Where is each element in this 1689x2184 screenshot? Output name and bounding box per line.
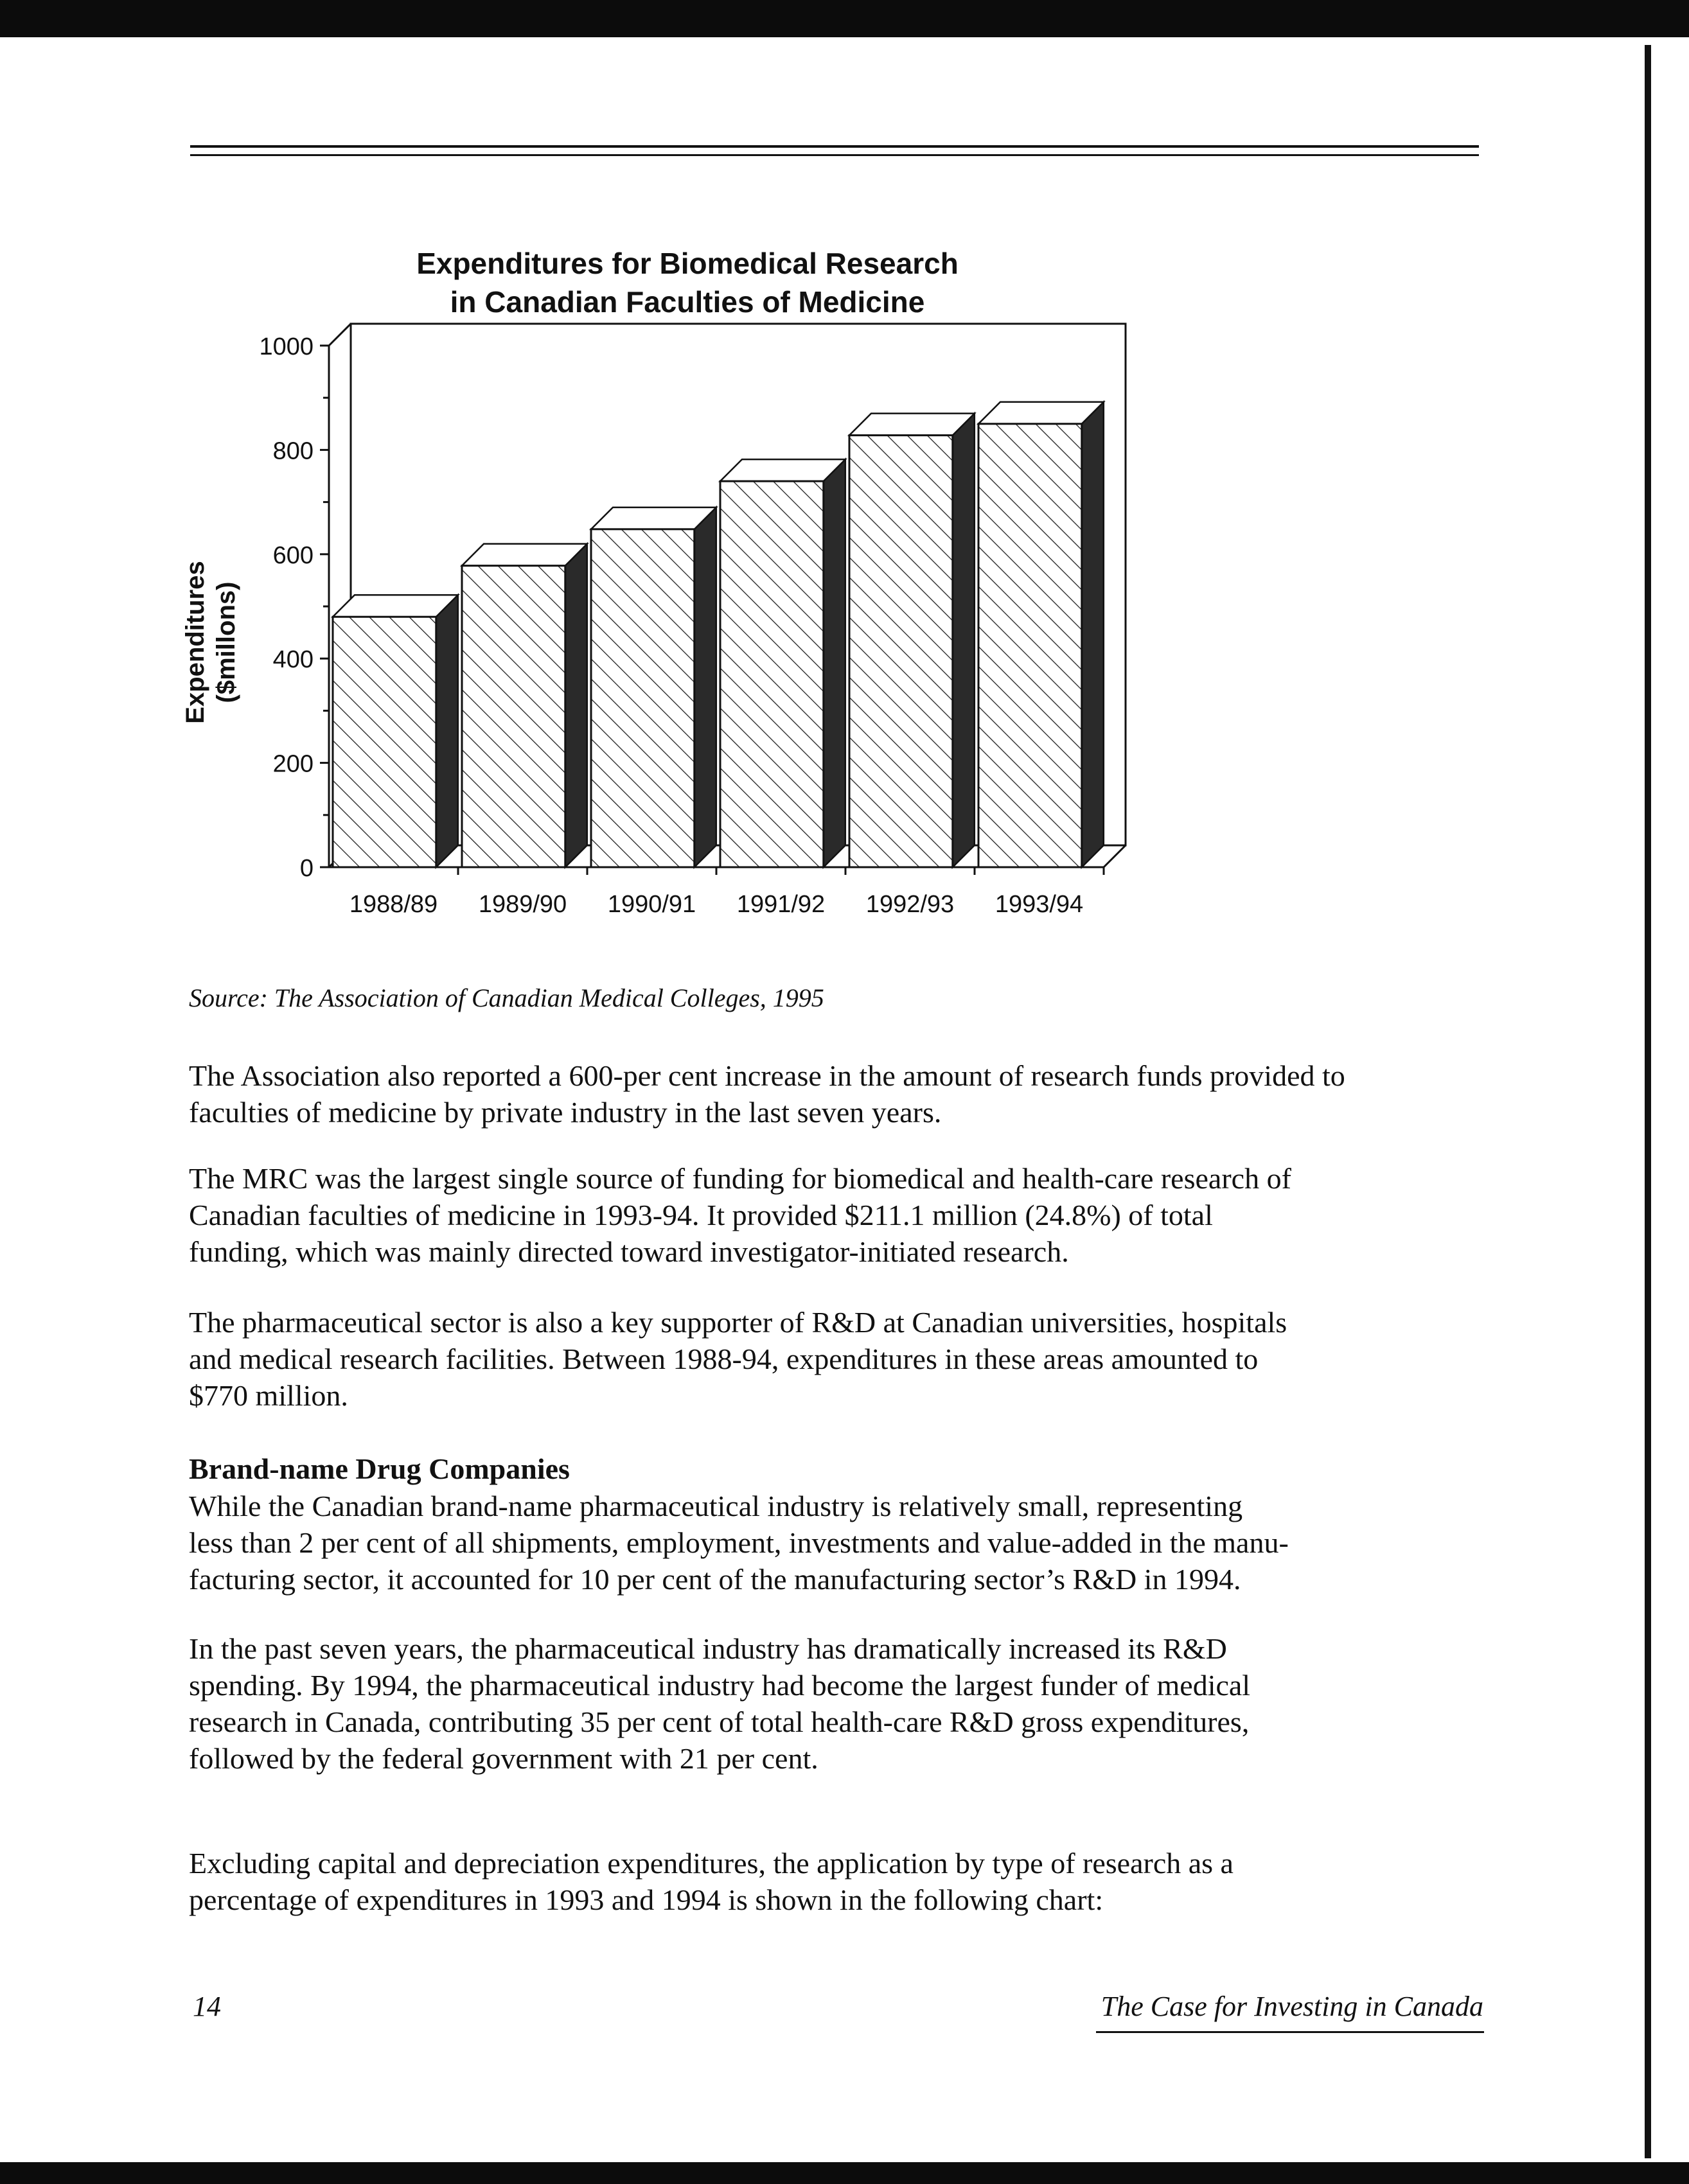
bar-side: [1082, 402, 1104, 867]
paragraph-brand-name-industry: While the Canadian brand-name pharmaceutical industry is relatively small, representing less than 2 per cent of all shipments, employment, investments and value-added in the manu- facturing sector, it accounted for 10 per cent of the manufacturing sector’s R&D in 1994.: [189, 1490, 1289, 1596]
bar: [978, 424, 1082, 867]
y-tick-label: 200: [272, 750, 314, 778]
page-number: 14: [193, 1991, 221, 2022]
x-tick-label: 1989/90: [478, 891, 567, 918]
bar-side: [565, 544, 587, 867]
bar: [591, 529, 694, 867]
paragraph-private-industry: The Association also reported a 600-per cent increase in the amount of research funds provided to faculties of medicine by private industry in the last seven years.: [189, 1059, 1345, 1129]
scan-border-right: [1645, 45, 1651, 2158]
chart-title-line-2: in Canadian Faculties of Medicine: [450, 285, 925, 319]
footer-rule: [1096, 2031, 1484, 2033]
bar-top: [978, 402, 1104, 424]
bar: [462, 566, 565, 867]
header-rule-thin: [190, 154, 1479, 156]
chart-top-left-edge: [329, 324, 351, 346]
bar-side: [694, 507, 716, 867]
bar-top: [462, 544, 587, 566]
y-tick-label: 400: [272, 646, 314, 674]
y-tick-label: 600: [272, 542, 314, 569]
y-axis-label-line-2: ($millons): [212, 581, 240, 703]
chart-source: Source: The Association of Canadian Medical Colleges, 1995: [189, 983, 824, 1012]
x-tick-label: 1990/91: [607, 891, 696, 918]
bar-top: [720, 459, 845, 481]
x-tick-label: 1991/92: [736, 891, 826, 918]
x-tick-label: 1988/89: [349, 891, 438, 918]
running-title: The Case for Investing in Canada: [1101, 1991, 1483, 2022]
scan-border-bottom: [0, 2162, 1689, 2184]
y-tick-label: 0: [299, 855, 314, 882]
bar-top: [591, 507, 716, 529]
bar-chart: [180, 308, 1144, 925]
bar: [849, 436, 953, 867]
bar: [720, 481, 824, 867]
bar-side: [824, 459, 845, 867]
bar-side: [436, 595, 458, 867]
chart-floor-right: [1104, 845, 1126, 867]
scan-border-top: [0, 0, 1689, 37]
bar-top: [849, 414, 975, 436]
x-tick-label: 1992/93: [865, 891, 955, 918]
paragraph-type-of-research: Excluding capital and depreciation expenditures, the application by type of research as a percentage of expenditures in 1993 and 1994 is shown in the following chart:: [189, 1847, 1234, 1916]
paragraph-mrc-funding: The MRC was the largest single source of funding for biomedical and health-care research of Canadian faculties of medicine in 1993-94. It provided $211.1 million (24.8%) of total funding, which was mainly directed toward investigator-initiated research.: [189, 1162, 1291, 1268]
bar-side: [953, 414, 975, 867]
section-heading: Brand-name Drug Companies: [189, 1452, 570, 1485]
y-axis-label-line-1: Expenditures: [181, 561, 209, 724]
y-tick-label: 1000: [259, 333, 314, 360]
x-tick-label: 1993/94: [995, 891, 1084, 918]
y-tick-label: 800: [272, 437, 314, 465]
bar-top: [333, 595, 458, 617]
chart-title-line-1: Expenditures for Biomedical Research: [416, 247, 959, 280]
header-rule: [190, 145, 1479, 148]
paragraph-rd-spending: In the past seven years, the pharmaceutical industry has dramatically increased its R&D spending. By 1994, the pharmaceutical industry had become the largest funder of medical research in Canada, contributing 35 per cent of total health-care R&D gross expenditures, followed by the federal government with 21 per cent.: [189, 1632, 1251, 1775]
bar: [333, 617, 436, 867]
paragraph-pharma-sector: The pharmaceutical sector is also a key supporter of R&D at Canadian universities, hospitals and medical research facilities. Between 1988-94, expenditures in these areas amounted to $770 million.: [189, 1306, 1287, 1412]
